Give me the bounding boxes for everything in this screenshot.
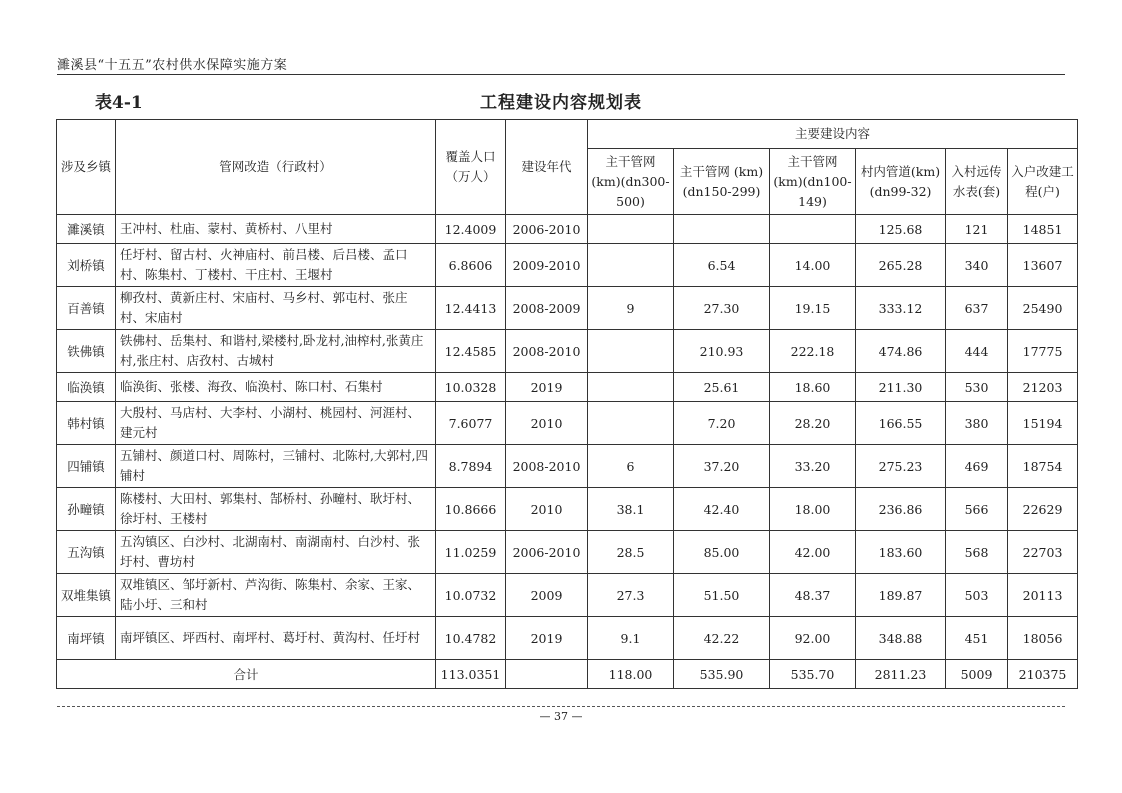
row-meters: 121 — [946, 215, 1008, 244]
row-township: 濉溪镇 — [57, 215, 116, 244]
row-households: 17775 — [1008, 330, 1078, 373]
row-pipe-300-500 — [588, 244, 674, 287]
row-pipe-300-500: 9.1 — [588, 617, 674, 660]
row-villages: 任圩村、留古村、火神庙村、前吕楼、后吕楼、孟口村、陈集村、丁楼村、干庄村、王堰村 — [116, 244, 436, 287]
row-township: 双堆集镇 — [57, 574, 116, 617]
row-households: 18754 — [1008, 445, 1078, 488]
row-pipe-100-149: 222.18 — [770, 330, 856, 373]
row-pipe-300-500: 28.5 — [588, 531, 674, 574]
total-meters: 5009 — [946, 660, 1008, 689]
row-households: 25490 — [1008, 287, 1078, 330]
row-village-pipe: 236.86 — [856, 488, 946, 531]
total-label: 合计 — [57, 660, 436, 689]
row-year: 2009 — [506, 574, 588, 617]
total-year — [506, 660, 588, 689]
row-township: 孙疃镇 — [57, 488, 116, 531]
row-pipe-150-299: 42.40 — [674, 488, 770, 531]
row-pipe-150-299: 7.20 — [674, 402, 770, 445]
row-year: 2019 — [506, 617, 588, 660]
header-pipe-150-299: 主干管网 (km)(dn150-299) — [674, 149, 770, 215]
row-households: 22703 — [1008, 531, 1078, 574]
document-header-title: 濉溪县“十五五”农村供水保障实施方案 — [57, 58, 288, 73]
row-pipe-300-500 — [588, 330, 674, 373]
row-township: 四铺镇 — [57, 445, 116, 488]
table-row — [57, 330, 1078, 373]
row-villages: 陈楼村、大田村、郭集村、郜桥村、孙疃村、耿圩村、徐圩村、王楼村 — [116, 488, 436, 531]
table-row — [57, 574, 1078, 617]
row-villages: 临涣街、张楼、海孜、临涣村、陈口村、石集村 — [116, 373, 436, 402]
header-township: 涉及乡镇 — [57, 120, 116, 215]
row-pipe-300-500: 6 — [588, 445, 674, 488]
row-meters: 568 — [946, 531, 1008, 574]
row-pipe-300-500: 27.3 — [588, 574, 674, 617]
table-row — [57, 531, 1078, 574]
row-year: 2006-2010 — [506, 215, 588, 244]
row-township: 韩村镇 — [57, 402, 116, 445]
row-households: 15194 — [1008, 402, 1078, 445]
row-meters: 566 — [946, 488, 1008, 531]
row-pipe-100-149: 42.00 — [770, 531, 856, 574]
row-meters: 637 — [946, 287, 1008, 330]
footer-divider — [57, 706, 1065, 707]
row-villages: 五沟镇区、白沙村、北湖南村、南湖南村、白沙村、张圩村、曹坊村 — [116, 531, 436, 574]
header-divider — [57, 74, 1065, 75]
row-villages: 铁佛村、岳集村、和谐村,梁楼村,卧龙村,油榨村,张黄庄村,张庄村、店孜村、古城村 — [116, 330, 436, 373]
row-pipe-100-149: 18.00 — [770, 488, 856, 531]
row-meters: 503 — [946, 574, 1008, 617]
row-meters: 469 — [946, 445, 1008, 488]
table-row — [57, 373, 1078, 402]
row-villages: 五铺村、颜道口村、周陈村，三铺村、北陈村,大郭村,四铺村 — [116, 445, 436, 488]
row-year: 2008-2010 — [506, 445, 588, 488]
row-pipe-300-500 — [588, 215, 674, 244]
header-pipe-300-500: 主干管网(km)(dn300-500) — [588, 149, 674, 215]
total-pipe-100-149: 535.70 — [770, 660, 856, 689]
row-year: 2010 — [506, 402, 588, 445]
table-row — [57, 488, 1078, 531]
row-pipe-150-299: 6.54 — [674, 244, 770, 287]
total-population: 113.0351 — [436, 660, 506, 689]
row-households: 18056 — [1008, 617, 1078, 660]
row-pipe-100-149: 92.00 — [770, 617, 856, 660]
row-village-pipe: 189.87 — [856, 574, 946, 617]
row-pipe-150-299: 210.93 — [674, 330, 770, 373]
row-village-pipe: 125.68 — [856, 215, 946, 244]
row-population: 8.7894 — [436, 445, 506, 488]
row-village-pipe: 474.86 — [856, 330, 946, 373]
total-row — [57, 660, 1078, 689]
table-row — [57, 617, 1078, 660]
row-village-pipe: 275.23 — [856, 445, 946, 488]
row-pipe-150-299: 25.61 — [674, 373, 770, 402]
row-pipe-100-149 — [770, 215, 856, 244]
total-pipe-300-500: 118.00 — [588, 660, 674, 689]
row-village-pipe: 166.55 — [856, 402, 946, 445]
row-township: 五沟镇 — [57, 531, 116, 574]
row-pipe-150-299: 37.20 — [674, 445, 770, 488]
table-row — [57, 287, 1078, 330]
row-township: 南坪镇 — [57, 617, 116, 660]
row-township: 临涣镇 — [57, 373, 116, 402]
row-pipe-100-149: 33.20 — [770, 445, 856, 488]
row-pipe-150-299: 51.50 — [674, 574, 770, 617]
row-pipe-300-500: 9 — [588, 287, 674, 330]
row-pipe-150-299 — [674, 215, 770, 244]
row-township: 铁佛镇 — [57, 330, 116, 373]
row-pipe-100-149: 14.00 — [770, 244, 856, 287]
table-row — [57, 402, 1078, 445]
row-meters: 530 — [946, 373, 1008, 402]
row-year: 2008-2009 — [506, 287, 588, 330]
row-pipe-150-299: 85.00 — [674, 531, 770, 574]
row-village-pipe: 265.28 — [856, 244, 946, 287]
header-village-pipe: 村内管道(km)(dn99-32) — [856, 149, 946, 215]
row-households: 22629 — [1008, 488, 1078, 531]
row-year: 2010 — [506, 488, 588, 531]
row-meters: 451 — [946, 617, 1008, 660]
row-year: 2009-2010 — [506, 244, 588, 287]
row-households: 13607 — [1008, 244, 1078, 287]
header-households: 入户改建工程(户) — [1008, 149, 1078, 215]
page-number: — 37 — — [539, 710, 583, 723]
row-pipe-100-149: 18.60 — [770, 373, 856, 402]
row-pipe-300-500: 38.1 — [588, 488, 674, 531]
row-population: 11.0259 — [436, 531, 506, 574]
row-population: 10.4782 — [436, 617, 506, 660]
table-id: 表4-1 — [95, 93, 143, 113]
row-population: 10.0328 — [436, 373, 506, 402]
row-population: 6.8606 — [436, 244, 506, 287]
row-villages: 双堆镇区、邹圩新村、芦沟街、陈集村、余家、王家、陆小圩、三和村 — [116, 574, 436, 617]
row-village-pipe: 183.60 — [856, 531, 946, 574]
row-pipe-100-149: 48.37 — [770, 574, 856, 617]
total-pipe-150-299: 535.90 — [674, 660, 770, 689]
row-villages: 王冲村、杜庙、蒙村、黄桥村、八里村 — [116, 215, 436, 244]
total-households: 210375 — [1008, 660, 1078, 689]
row-villages: 南坪镇区、坪西村、南坪村、葛圩村、黄沟村、任圩村 — [116, 617, 436, 660]
row-population: 7.6077 — [436, 402, 506, 445]
row-township: 百善镇 — [57, 287, 116, 330]
row-households: 21203 — [1008, 373, 1078, 402]
row-village-pipe: 211.30 — [856, 373, 946, 402]
row-households: 14851 — [1008, 215, 1078, 244]
header-meters: 入村远传水表(套) — [946, 149, 1008, 215]
row-population: 12.4413 — [436, 287, 506, 330]
row-year: 2008-2010 — [506, 330, 588, 373]
row-population: 10.0732 — [436, 574, 506, 617]
row-meters: 380 — [946, 402, 1008, 445]
row-pipe-100-149: 19.15 — [770, 287, 856, 330]
table-row — [57, 445, 1078, 488]
header-pipe-100-149: 主干管网(km)(dn100-149) — [770, 149, 856, 215]
row-pipe-300-500 — [588, 373, 674, 402]
row-meters: 444 — [946, 330, 1008, 373]
row-township: 刘桥镇 — [57, 244, 116, 287]
row-village-pipe: 348.88 — [856, 617, 946, 660]
header-year: 建设年代 — [506, 120, 588, 215]
row-population: 10.8666 — [436, 488, 506, 531]
header-main-construction: 主要建设内容 — [588, 120, 1078, 149]
table-row — [57, 244, 1078, 287]
row-villages: 大殷村、马店村、大李村、小湖村、桃园村、河涯村、建元村 — [116, 402, 436, 445]
row-households: 20113 — [1008, 574, 1078, 617]
row-meters: 340 — [946, 244, 1008, 287]
header-villages: 管网改造（行政村） — [116, 120, 436, 215]
row-population: 12.4585 — [436, 330, 506, 373]
table-title: 工程建设内容规划表 — [480, 93, 642, 113]
row-year: 2019 — [506, 373, 588, 402]
row-pipe-150-299: 42.22 — [674, 617, 770, 660]
row-pipe-100-149: 28.20 — [770, 402, 856, 445]
header-population: 覆盖人口（万人） — [436, 120, 506, 215]
table-row — [57, 215, 1078, 244]
construction-plan-table — [56, 119, 1078, 689]
row-villages: 柳孜村、黄新庄村、宋庙村、马乡村、郭屯村、张庄村、宋庙村 — [116, 287, 436, 330]
row-year: 2006-2010 — [506, 531, 588, 574]
row-pipe-300-500 — [588, 402, 674, 445]
row-pipe-150-299: 27.30 — [674, 287, 770, 330]
row-village-pipe: 333.12 — [856, 287, 946, 330]
row-population: 12.4009 — [436, 215, 506, 244]
total-village-pipe: 2811.23 — [856, 660, 946, 689]
